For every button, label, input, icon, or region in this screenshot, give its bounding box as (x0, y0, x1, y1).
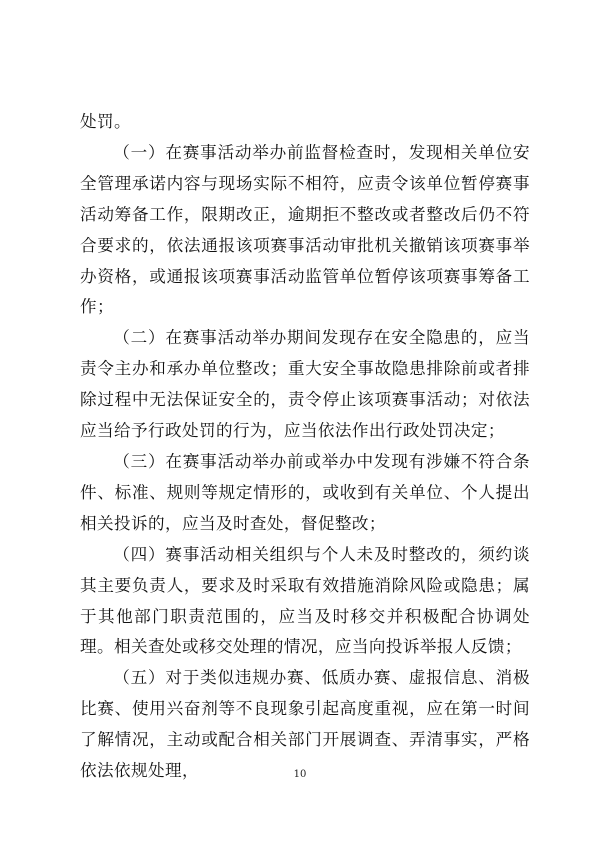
paragraph-continuation: 处罚。 (80, 112, 131, 131)
paragraph-item-2: （二）在赛事活动举办期间发现存在安全隐患的，应当责令主办和承办单位整改；重大安全事故隐患排除前或者排除过程中无法保证安全的，责令停止该项赛事活动；对依法应当给予行政处罚的行为，应当依法作出行政处罚决定； (80, 328, 530, 441)
paragraph-item-3: （三）在赛事活动举办前或举办中发现有涉嫌不符合条件、标准、规则等规定情形的，或收到有关单位、个人提出相关投诉的，应当及时查处，督促整改； (80, 451, 530, 533)
paragraph-item-5: （五）对于类似违规办赛、低质办赛、虚报信息、消极比赛、使用兴奋剂等不良现象引起高度重视，应在第一时间了解情况，主动或配合相关部门开展调查、弄清事实，严格依法依规处理， (80, 668, 530, 781)
paragraph-item-4: （四）赛事活动相关组织与个人未及时整改的，须约谈其主要负责人，要求及时采取有效措施消除风险或隐患；属于其他部门职责范围的，应当及时移交并积极配合协调处理。相关查处或移交处理的情况，应当向投诉举报人反馈； (80, 544, 530, 657)
document-body (80, 107, 530, 787)
paragraph-item-1: （一）在赛事活动举办前监督检查时，发现相关单位安全管理承诺内容与现场实际不相符，应责令该单位暂停赛事活动筹备工作，限期改正，逾期拒不整改或者整改后仍不符合要求的，依法通报该项赛事活动审批机关撤销该项赛事举办资格，或通报该项赛事活动监管单位暂停该项赛事筹备工作； (80, 142, 530, 317)
page-number: 10 (293, 769, 307, 780)
